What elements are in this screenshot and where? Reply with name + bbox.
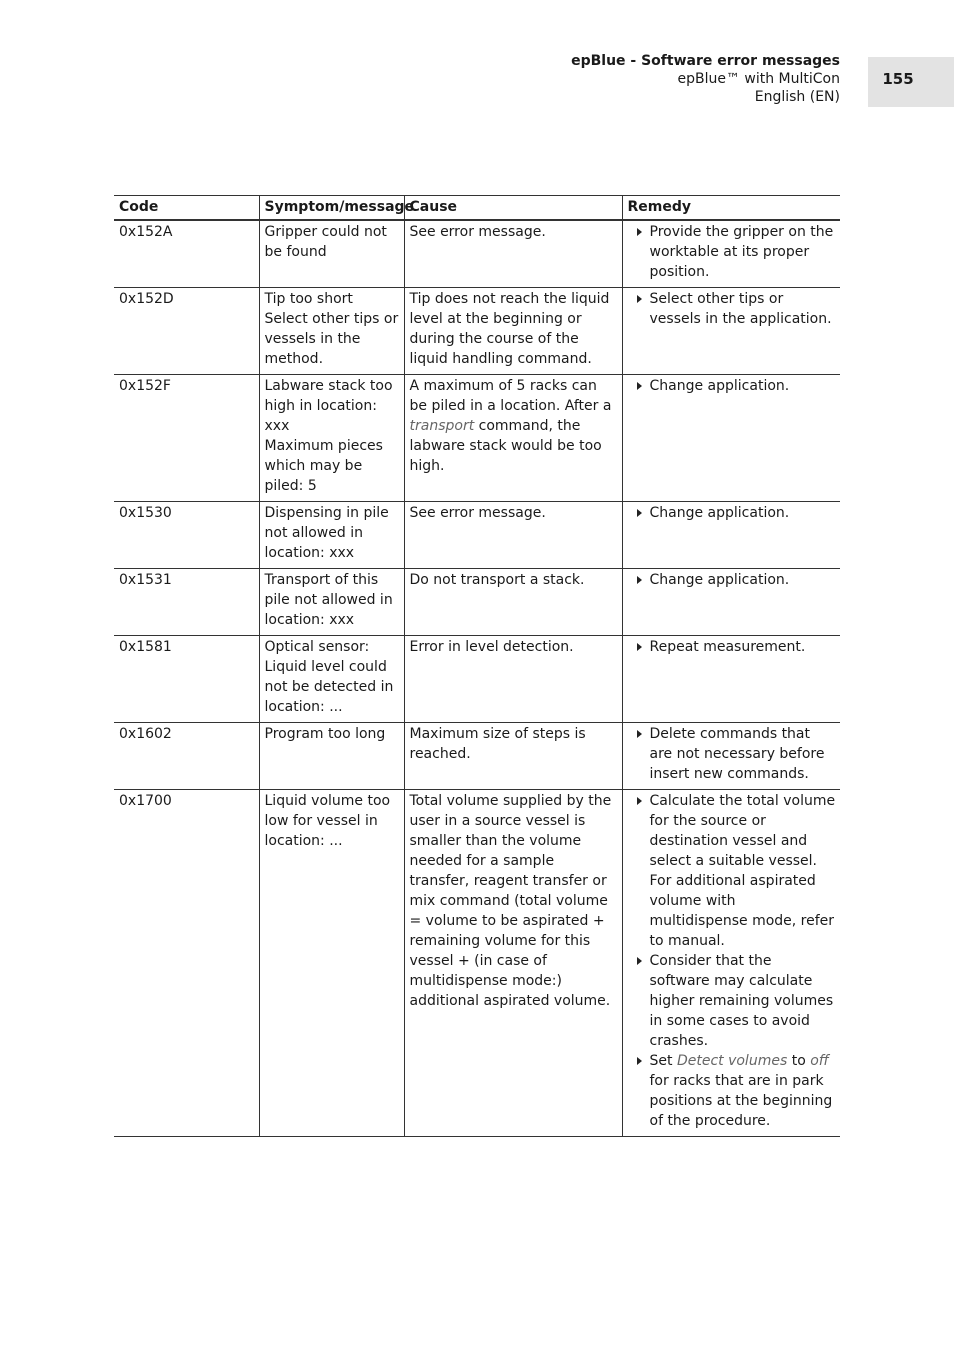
- symptom-line: Maximum pieces which may be piled: 5: [264, 438, 383, 494]
- table-row: [114, 220, 840, 288]
- cause-text: Total volume supplied by the user in a source vessel is smaller than the volume needed for a sample transfer, reagent transfer or mix command (total volume = volume to be aspirated + remaining volume for this vessel + (in case of multidispense mode:) additional aspirated volume.: [409, 793, 612, 1009]
- bullet-triangle-icon: [637, 295, 642, 303]
- cause-cell: [404, 569, 622, 636]
- remedy-text: Calculate the total volume for the source or destination vessel and select a suitable vessel. For additional aspirated volume with multidispense mode, refer to manual.: [649, 793, 836, 949]
- table-row: [114, 790, 840, 1137]
- page-number: 155: [882, 70, 914, 88]
- symptom-cell: [259, 220, 404, 288]
- cause-text: Maximum size of steps is reached.: [409, 726, 586, 762]
- symptom-line: Optical sensor: Liquid level could not be detected in location: ...: [264, 639, 394, 715]
- column-header-code: Code: [114, 196, 259, 221]
- symptom-line: Labware stack too high in location: xxx: [264, 378, 393, 434]
- remedy-item: [628, 724, 837, 784]
- remedy-text: Delete commands that are not necessary before insert new commands.: [649, 726, 825, 782]
- table-row: [114, 502, 840, 569]
- remedy-list: [628, 791, 837, 1131]
- remedy-text: Change application.: [649, 505, 790, 521]
- remedy-item: [628, 570, 837, 590]
- remedy-cell: [622, 502, 840, 569]
- cause-text: See error message.: [409, 505, 546, 521]
- language-label: English (EN): [754, 89, 840, 105]
- cause-emphasis: transport: [409, 418, 475, 434]
- remedy-item: [628, 637, 837, 657]
- remedy-text: Change application.: [649, 378, 790, 394]
- remedy-text: Set: [649, 1053, 677, 1069]
- error-code: 0x1531: [114, 569, 259, 636]
- remedy-item: [628, 951, 837, 1051]
- remedy-cell: [622, 569, 840, 636]
- table-row: [114, 375, 840, 502]
- table-row: [114, 636, 840, 723]
- error-code: 0x152A: [114, 220, 259, 288]
- bullet-triangle-icon: [637, 382, 642, 390]
- cause-text: A maximum of 5 racks can be piled in a location. After a: [409, 378, 612, 414]
- remedy-item: [628, 503, 837, 523]
- table-header-row: [114, 196, 840, 221]
- cause-cell: [404, 220, 622, 288]
- remedy-list: [628, 376, 837, 396]
- remedy-list: [628, 503, 837, 523]
- cause-text: command, the labware stack would be too high.: [409, 418, 602, 474]
- remedy-text: Change application.: [649, 572, 790, 588]
- column-header-remedy: Remedy: [622, 196, 840, 221]
- cause-cell: [404, 636, 622, 723]
- symptom-cell: [259, 790, 404, 1137]
- remedy-cell: [622, 375, 840, 502]
- remedy-text: for racks that are in park positions at the beginning of the procedure.: [649, 1073, 833, 1129]
- symptom-line: Liquid volume too low for vessel in location: ...: [264, 793, 391, 849]
- running-header: [571, 52, 840, 106]
- cause-cell: [404, 502, 622, 569]
- table-row: [114, 723, 840, 790]
- bullet-triangle-icon: [637, 643, 642, 651]
- remedy-cell: [622, 636, 840, 723]
- symptom-line: Dispensing in pile not allowed in location: xxx: [264, 505, 389, 561]
- remedy-text: Repeat measurement.: [649, 639, 806, 655]
- remedy-list: [628, 570, 837, 590]
- bullet-triangle-icon: [637, 1057, 642, 1065]
- remedy-text: to: [787, 1053, 811, 1069]
- cause-cell: [404, 375, 622, 502]
- remedy-list: [628, 637, 837, 657]
- remedy-cell: [622, 790, 840, 1137]
- bullet-triangle-icon: [637, 576, 642, 584]
- error-code: 0x1602: [114, 723, 259, 790]
- remedy-text: Select other tips or vessels in the application.: [649, 291, 832, 327]
- error-messages-table: [114, 195, 840, 1137]
- remedy-list: [628, 289, 837, 329]
- error-code: 0x152F: [114, 375, 259, 502]
- bullet-triangle-icon: [637, 797, 642, 805]
- remedy-cell: [622, 288, 840, 375]
- cause-cell: [404, 723, 622, 790]
- symptom-line: Transport of this pile not allowed in location: xxx: [264, 572, 393, 628]
- remedy-item: [628, 289, 837, 329]
- symptom-line: Program too long: [264, 726, 386, 742]
- symptom-line: Tip too short: [264, 291, 353, 307]
- cause-text: Do not transport a stack.: [409, 572, 585, 588]
- cause-text: Error in level detection.: [409, 639, 574, 655]
- symptom-cell: [259, 375, 404, 502]
- cause-text: See error message.: [409, 224, 546, 240]
- remedy-emphasis: off: [810, 1053, 829, 1069]
- error-code: 0x1700: [114, 790, 259, 1137]
- symptom-cell: [259, 288, 404, 375]
- cause-cell: [404, 288, 622, 375]
- table-row: [114, 569, 840, 636]
- chapter-title: epBlue - Software error messages: [571, 53, 840, 69]
- column-header-symptom: Symptom/message: [259, 196, 404, 221]
- remedy-item: [628, 791, 837, 951]
- error-code: 0x152D: [114, 288, 259, 375]
- remedy-item: [628, 222, 837, 282]
- remedy-list: [628, 724, 837, 784]
- bullet-triangle-icon: [637, 509, 642, 517]
- cause-text: Tip does not reach the liquid level at the beginning or during the course of the liquid handling command.: [409, 291, 610, 367]
- page-number-tab: [868, 57, 954, 107]
- remedy-cell: [622, 220, 840, 288]
- column-header-cause: Cause: [404, 196, 622, 221]
- remedy-text: Consider that the software may calculate higher remaining volumes in some cases to avoid crashes.: [649, 953, 834, 1049]
- symptom-cell: [259, 723, 404, 790]
- symptom-cell: [259, 636, 404, 723]
- symptom-line: Gripper could not be found: [264, 224, 387, 260]
- symptom-cell: [259, 502, 404, 569]
- bullet-triangle-icon: [637, 228, 642, 236]
- remedy-list: [628, 222, 837, 282]
- remedy-item: [628, 1051, 837, 1131]
- remedy-text: Provide the gripper on the worktable at its proper position.: [649, 224, 834, 280]
- symptom-cell: [259, 569, 404, 636]
- remedy-cell: [622, 723, 840, 790]
- cause-cell: [404, 790, 622, 1137]
- error-code: 0x1581: [114, 636, 259, 723]
- table-row: [114, 288, 840, 375]
- bullet-triangle-icon: [637, 957, 642, 965]
- product-name: epBlue™ with MultiCon: [677, 71, 840, 87]
- remedy-emphasis: Detect volumes: [676, 1053, 788, 1069]
- symptom-line: Select other tips or vessels in the method.: [264, 311, 399, 367]
- remedy-item: [628, 376, 837, 396]
- bullet-triangle-icon: [637, 730, 642, 738]
- error-code: 0x1530: [114, 502, 259, 569]
